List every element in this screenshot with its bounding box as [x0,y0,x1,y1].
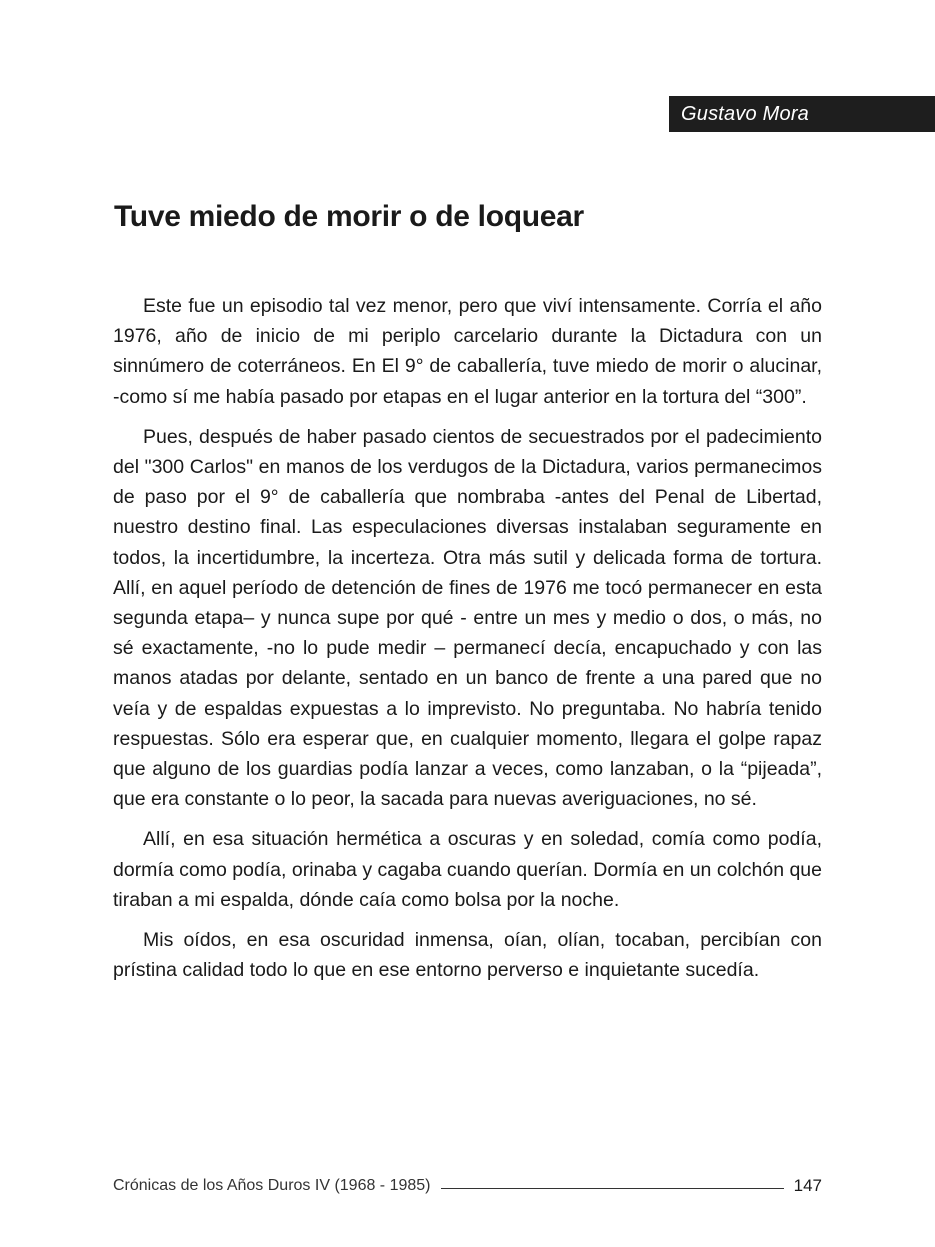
chapter-title: Tuve miedo de morir o de loquear [114,200,584,233]
paragraph-2: Pues, después de haber pasado cientos de secuestrados por el padecimiento del "300 Carlos" en manos de los verdugos de la Dictadura, varios permanecimos de paso por el 9° de caballería que nombraba -antes del Penal de Libertad, nuestro destino final. Las especulaciones diversas instalaban seguramente en todos, la incertidumbre, la incerteza. Otra más sutil y delicada forma de tortura. Allí, en aquel período de detención de fines de 1976 me tocó permanecer en esta segunda etapa– y nunca supe por qué - entre un mes y medio o dos, o más, no sé exactamente, -no lo pude medir – permanecí decía, encapuchado y con las manos atadas por delante, sentado en un banco de frente a una pared que no veía y de espaldas expuestas a lo imprevisto. No preguntaba. No habría tenido respuestas. Sólo era esperar que, en cualquier momento, llegara el golpe rapaz que alguno de los guardias podía lanzar a veces, como lanzaban, o la “pijeada”, que era constante o lo peor, la sacada para nuevas averiguaciones, no sé. [113,425,822,811]
page-number: 147 [793,1176,822,1195]
paragraph-4: Mis oídos, en esa oscuridad inmensa, oían, olían, tocaban, percibían con prístina calidad todo lo que en ese entorno perverso e inquietante sucedía. [113,929,822,982]
footer-book-title: Crónicas de los Años Duros IV (1968 - 1985) [113,1177,431,1194]
paragraph-1: Este fue un episodio tal vez menor, pero que viví intensamente. Corría el año 1976, año de inicio de mi periplo carcelario durante la Dictadura con un sinnúmero de coterráneos. En El 9° de caballería, tuve miedo de morir o alucinar, -como sí me había pasado por etapas en el lugar anterior en la tortura del “300”. [113,295,822,408]
footer-divider [441,1188,784,1189]
author-header-tab: Gustavo Mora [669,96,935,132]
body-text [113,291,822,995]
page-footer [113,1174,822,1198]
paragraph-3: Allí, en esa situación hermética a oscuras y en soledad, comía como podía, dormía como podía, orinaba y cagaba cuando querían. Dormía en un colchón que tiraban a mi espalda, dónde caía como bolsa por la noche. [113,828,822,911]
